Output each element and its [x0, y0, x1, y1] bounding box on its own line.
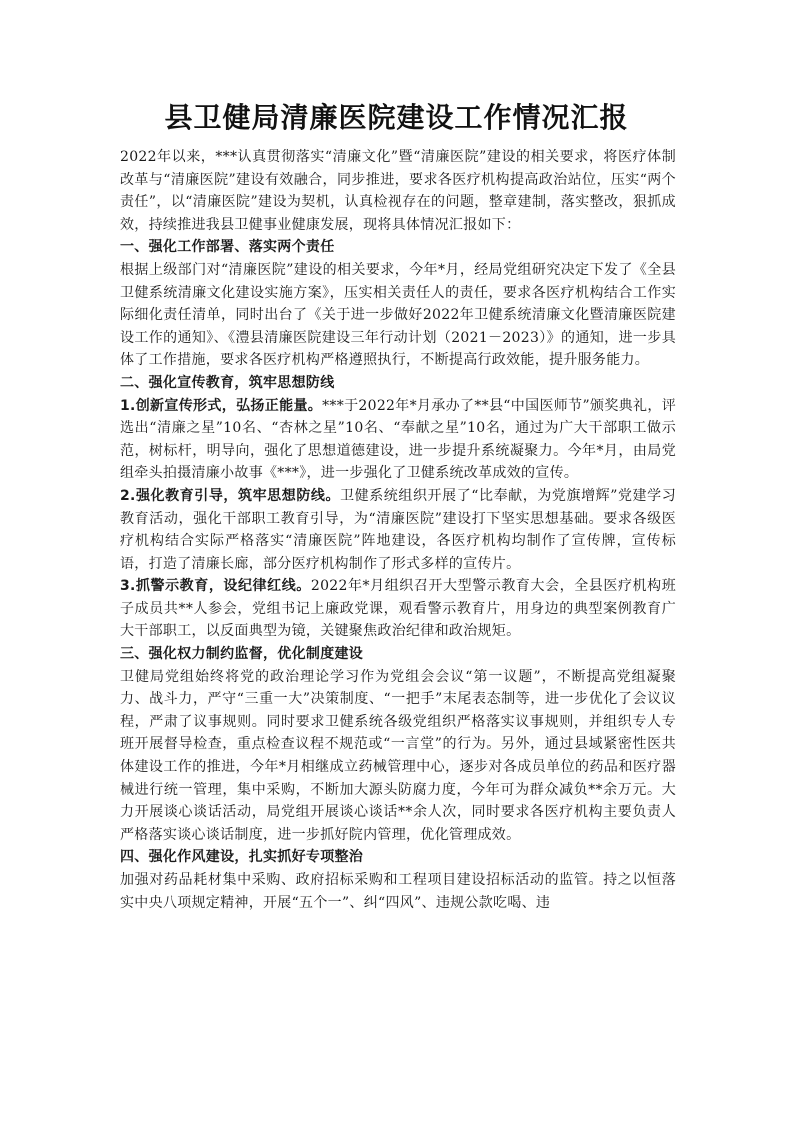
- document-title: 县卫健局清廉医院建设工作情况汇报: [164, 101, 629, 134]
- section-1-heading: 一、强化工作部署、落实两个责任: [120, 239, 335, 256]
- section-2-item-1-text: ***于2022年*月承办了**县“中国医师节”颁奖典礼，评选出“清廉之星”10名、“杏林之星”10名、“奉献之星”10名，通过为广大干部职工做示范，树标杆，明导向，强化了思想道德建设，进一步提升系统凝聚力。今年*月，由局党组牵头拍摄清廉小故事《***》，进一步强化了卫健系统改革成效的宣传。: [120, 397, 676, 482]
- intro-paragraph: 2022年以来，***认真贯彻落实“清廉文化”暨“清廉医院”建设的相关要求，将医疗体制改革与“清廉医院”建设有效融合，同步推进，要求各医疗机构提高政治站位，压实“两个责任”，以“清廉医院”建设为契机，认真检视存在的问题，整章建制，落实整改，狠抓成效，持续推进我县卫健事业健康发展，现将具体情况汇报如下：: [120, 149, 676, 233]
- section-1-paragraph: 根据上级部门对“清廉医院”建设的相关要求，今年*月，经局党组研究决定下发了《全县卫健系统清廉文化建设实施方案》，压实相关责任人的责任，要求各医疗机构结合工作实际细化责任清单，同时出台了《关于进一步做好2022年卫健系统清廉文化暨清廉医院建设工作的通知》、《澧县清廉医院建设三年行动计划（2021－2023）》的通知，进一步具体了工作措施，要求各医疗机构严格遵照执行，不断提高行政效能，提升服务能力。: [120, 261, 676, 369]
- section-2-item-2-text: 卫健系统组织开展了“比奉献，为党旗增辉”党建学习教育活动，强化干部职工教育引导，为“清廉医院”建设打下坚实思想基础。要求各级医疗机构结合实际严格落实“清廉医院”阵地建设，各医疗机构均制作了宣传牌，宣传标语，打造了清廉长廊，部分医疗机构制作了形式多样的宣传片。: [120, 487, 677, 572]
- section-4-heading: 四、强化作风建设，扎实抓好专项整治: [120, 849, 364, 866]
- section-2-item-3-lead: 3.抓警示教育，设纪律红线。: [120, 578, 311, 595]
- section-3-heading: 三、强化权力制约监督，优化制度建设: [120, 646, 364, 663]
- document-body: [120, 146, 676, 914]
- section-2-heading: 二、强化宣传教育，筑牢思想防线: [120, 374, 335, 391]
- section-2-item-1-lead: 1.创新宣传形式，弘扬正能量。: [120, 397, 323, 414]
- section-3-paragraph: 卫健局党组始终将党的政治理论学习作为党组会会议“第一议题”，不断提高党组凝聚力、战斗力，严守“三重一大”决策制度、“一把手”末尾表态制等，进一步优化了会议议程，严肃了议事规则。同时要求卫健系统各级党组织严格落实议事规则，并组织专人专班开展督导检查，重点检查议程不规范或“一言堂”的行为。另外，通过县域紧密性医共体建设工作的推进，今年*月相继成立药械管理中心，逐步对各成员单位的药品和医疗器械进行统一管理，集中采购，不断加大源头防腐力度，今年可为群众减负**余万元。大力开展谈心谈话活动，局党组开展谈心谈话**余人次，同时要求各医疗机构主要负责人严格落实谈心谈话制度，进一步抓好院内管理，优化管理成效。: [120, 668, 676, 843]
- section-2-item-2: [120, 485, 676, 575]
- section-4-paragraph: 加强对药品耗材集中采购、政府招标采购和工程项目建设招标活动的监管。持之以恒落实中央八项规定精神，开展“五个一”、纠“四风”、违规公款吃喝、违: [120, 872, 676, 911]
- section-2-item-1: [120, 395, 676, 485]
- section-2-item-3-text: 2022年*月组织召开大型警示教育大会，全县医疗机构班子成员共**人参会，党组书记上廉政党课，观看警示教育片，用身边的典型案例教育广大干部职工，以反面典型为镜，关键聚焦政治纪律和政治规矩。: [120, 578, 676, 640]
- section-2-item-3: [120, 575, 676, 643]
- section-2-item-2-lead: 2.强化教育引导，筑牢思想防线。: [120, 487, 341, 504]
